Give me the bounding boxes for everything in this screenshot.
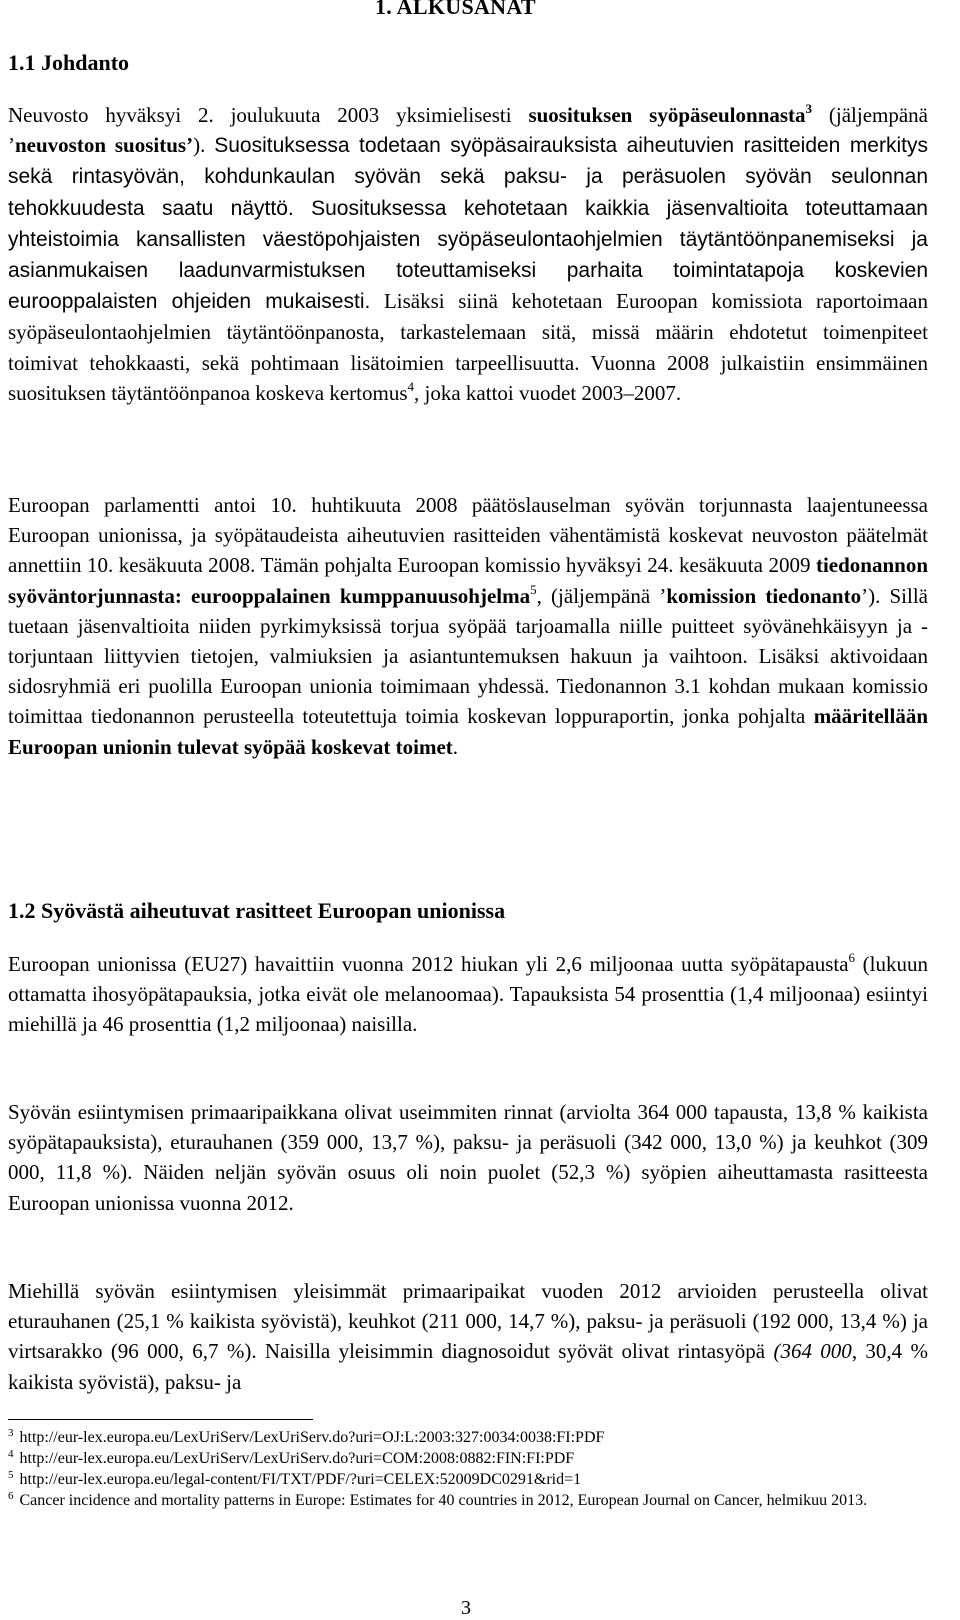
footnote-ref: 4 bbox=[407, 378, 415, 394]
footnotes bbox=[8, 1427, 928, 1511]
text-run: . bbox=[452, 734, 459, 759]
bold-text-run: suosituksen syöpäseulonnasta bbox=[528, 103, 806, 127]
paragraph-incidence bbox=[8, 949, 928, 1040]
text-run: (364 000 bbox=[773, 1339, 852, 1364]
text-run: Euroopan unionissa (EU27) havaittiin vuonna 2012 hiukan yli 2,6 miljoonaa uutta syöpätapausta bbox=[8, 952, 849, 976]
footnote-link[interactable]: http://eur-lex.europa.eu/LexUriServ/LexUriServ.do?uri=COM:2008:0882:FIN:FI:PDF bbox=[19, 1450, 575, 1467]
text-run: ). bbox=[193, 133, 215, 158]
text-run: , joka kattoi vuodet 2003–2007. bbox=[414, 380, 682, 405]
bold-text-run: määritellään Euroopan unionin tulevat syöpää koskevat toimet bbox=[8, 704, 928, 759]
text-run: , (jäljempänä ’ bbox=[536, 583, 667, 608]
footnote-number: 3 bbox=[8, 1427, 14, 1439]
footnote-number: 4 bbox=[8, 1448, 14, 1460]
text-run: Syövän esiintymisen primaaripaikkana olivat useimmiten rinnat (arviolta 364 000 tapausta, 13,8 % kaikista syöpätapauksista), eturauhanen (359 000, 13,7 %), paksu- ja peräsuoli (342 000, 13,0 %) ja keuhkot (309 000, 11,8 %). Näiden neljän syövän osuus oli noin puolet (52,3 %) syöpien aiheuttamasta rasitteesta Euroopan unionissa vuonna 2012. bbox=[8, 1100, 928, 1215]
footnote-number: 6 bbox=[8, 1490, 14, 1502]
text-run: (jäljempänä ’ bbox=[8, 103, 928, 158]
footnote-ref: 5 bbox=[530, 581, 537, 597]
footnote-3 bbox=[8, 1427, 928, 1448]
footnote-4 bbox=[8, 1448, 928, 1469]
footnote-ref: 3 bbox=[805, 101, 813, 116]
section-heading-burden: 1.2 Syövästä aiheutuvat rasitteet Euroopan unionissa bbox=[8, 898, 506, 923]
paragraph-primary-sites bbox=[8, 1097, 928, 1218]
text-run: Lisäksi siinä kehotetaan Euroopan komissiota raportoimaan syöpäseulontaohjelmien täytäntöönpanosta, tarkastelemaan sitä, missä määrin ehdotetut toimenpiteet toimivat tehokkaasti, sekä pohtimaan lisätoimien tarpeellisuutta. Vuonna 2008 julkaistiin ensimmäinen suosituksen täytäntöönpanoa koskeva kertomus bbox=[8, 289, 928, 405]
text-run: , 30,4 % kaikista syövistä), paksu- ja bbox=[8, 1339, 928, 1394]
footnote-link[interactable]: http://eur-lex.europa.eu/LexUriServ/LexUriServ.do?uri=OJ:L:2003:327:0034:0038:FI:PDF bbox=[19, 1429, 605, 1446]
bold-text-run: neuvoston suositus’ bbox=[15, 133, 194, 158]
text-run: Suosituksessa todetaan syöpäsairauksista aiheutuvien rasitteiden merkitys sekä rintasyövän, kohdunkaulan syövän sekä paksu- ja peräsuolen syövän seulonnan tehokkuudesta saatu näyttö. Suosituksessa kehotetaan kaikkia jäsenvaltioita toteuttamaan yhteistoimia kansallisten väestöpohjaisten syöpäseulontaohjelmien täytäntöönpanemiseksi ja asianmukaisen laadunvarmistuksen toteuttamiseksi parhaita toimintatapoja koskevien eurooppalaisten ohjeiden mukaisesti. bbox=[8, 134, 928, 314]
footnote-ref: 6 bbox=[848, 950, 856, 965]
paragraph-men-women bbox=[8, 1276, 928, 1397]
text-run: Euroopan parlamentti antoi 10. huhtikuuta 2008 päätöslauselman syövän torjunnasta laajentuneessa Euroopan unionissa, ja syöpätaudeista aiheutuvien rasitteiden vähentämistä koskevat neuvoston päätelmät annettiin 10. kesäkuuta 2008. Tämän pohjalta Euroopan komissio hyväksyi 24. kesäkuuta 2009 bbox=[8, 493, 928, 578]
section-heading-johdanto: 1.1 Johdanto bbox=[8, 50, 130, 75]
paragraph-parliament bbox=[8, 490, 928, 762]
text-run: ’). Sillä tuetaan jäsenvaltioita niiden pyrkimyksissä torjua syöpää tarjoamalla niille puitteet syövänehkäisyyn ja -torjuntaan liittyvien tietojen, valmiuksien ja asiantuntemuksen hakuun ja vaihtoon. Lisäksi aktivoidaan sidosryhmiä eri puolilla Euroopan unionia toimimaan yhdessä. Tiedonannon 3.1 kohdan mukaan komissio toimittaa tiedonannon perusteella toteutettuja toimia koskevan loppuraportin, jonka pohjalta bbox=[8, 583, 929, 729]
footnote-link[interactable]: http://eur-lex.europa.eu/legal-content/FI/TXT/PDF/?uri=CELEX:52009DC0291&rid=1 bbox=[19, 1471, 582, 1488]
bold-text-run: komission tiedonanto bbox=[666, 583, 862, 608]
paragraph-intro bbox=[8, 100, 928, 408]
footnote-text: Cancer incidence and mortality patterns in Europe: Estimates for 40 countries in 2012, European Journal on Cancer, helmikuu 2013. bbox=[19, 1492, 868, 1509]
footnote-number: 5 bbox=[8, 1469, 14, 1481]
bold-text-run: tiedonannon syöväntorjunnasta: eurooppalainen kumppanuusohjelma bbox=[8, 553, 928, 608]
page-number: 3 bbox=[461, 1597, 471, 1619]
footnote-5 bbox=[8, 1469, 928, 1490]
text-run: Neuvosto hyväksyi 2. joulukuuta 2003 yksimielisesti bbox=[8, 103, 529, 127]
footnote-divider bbox=[8, 1419, 313, 1420]
text-run: (lukuun ottamatta ihosyöpätapauksia, jotka eivät ole melanoomaa). Tapauksista 54 prosenttia (1,4 miljoonaa) esiintyi miehillä ja 46 prosenttia (1,2 miljoonaa) naisilla. bbox=[8, 952, 929, 1037]
text-run: Miehillä syövän esiintymisen yleisimmät primaaripaikat vuoden 2012 arvioiden perusteella olivat eturauhanen (25,1 % kaikista syövistä), keuhkot (211 000, 14,7 %), paksu- ja peräsuoli (192 000, 13,4 %) ja virtsarakko (96 000, 6,7 %). Naisilla yleisimmin diagnosoidut syövät olivat rintasyöpä bbox=[8, 1279, 928, 1364]
footnote-6 bbox=[8, 1490, 928, 1511]
chapter-title: 1. ALKUSANAT bbox=[375, 0, 536, 19]
